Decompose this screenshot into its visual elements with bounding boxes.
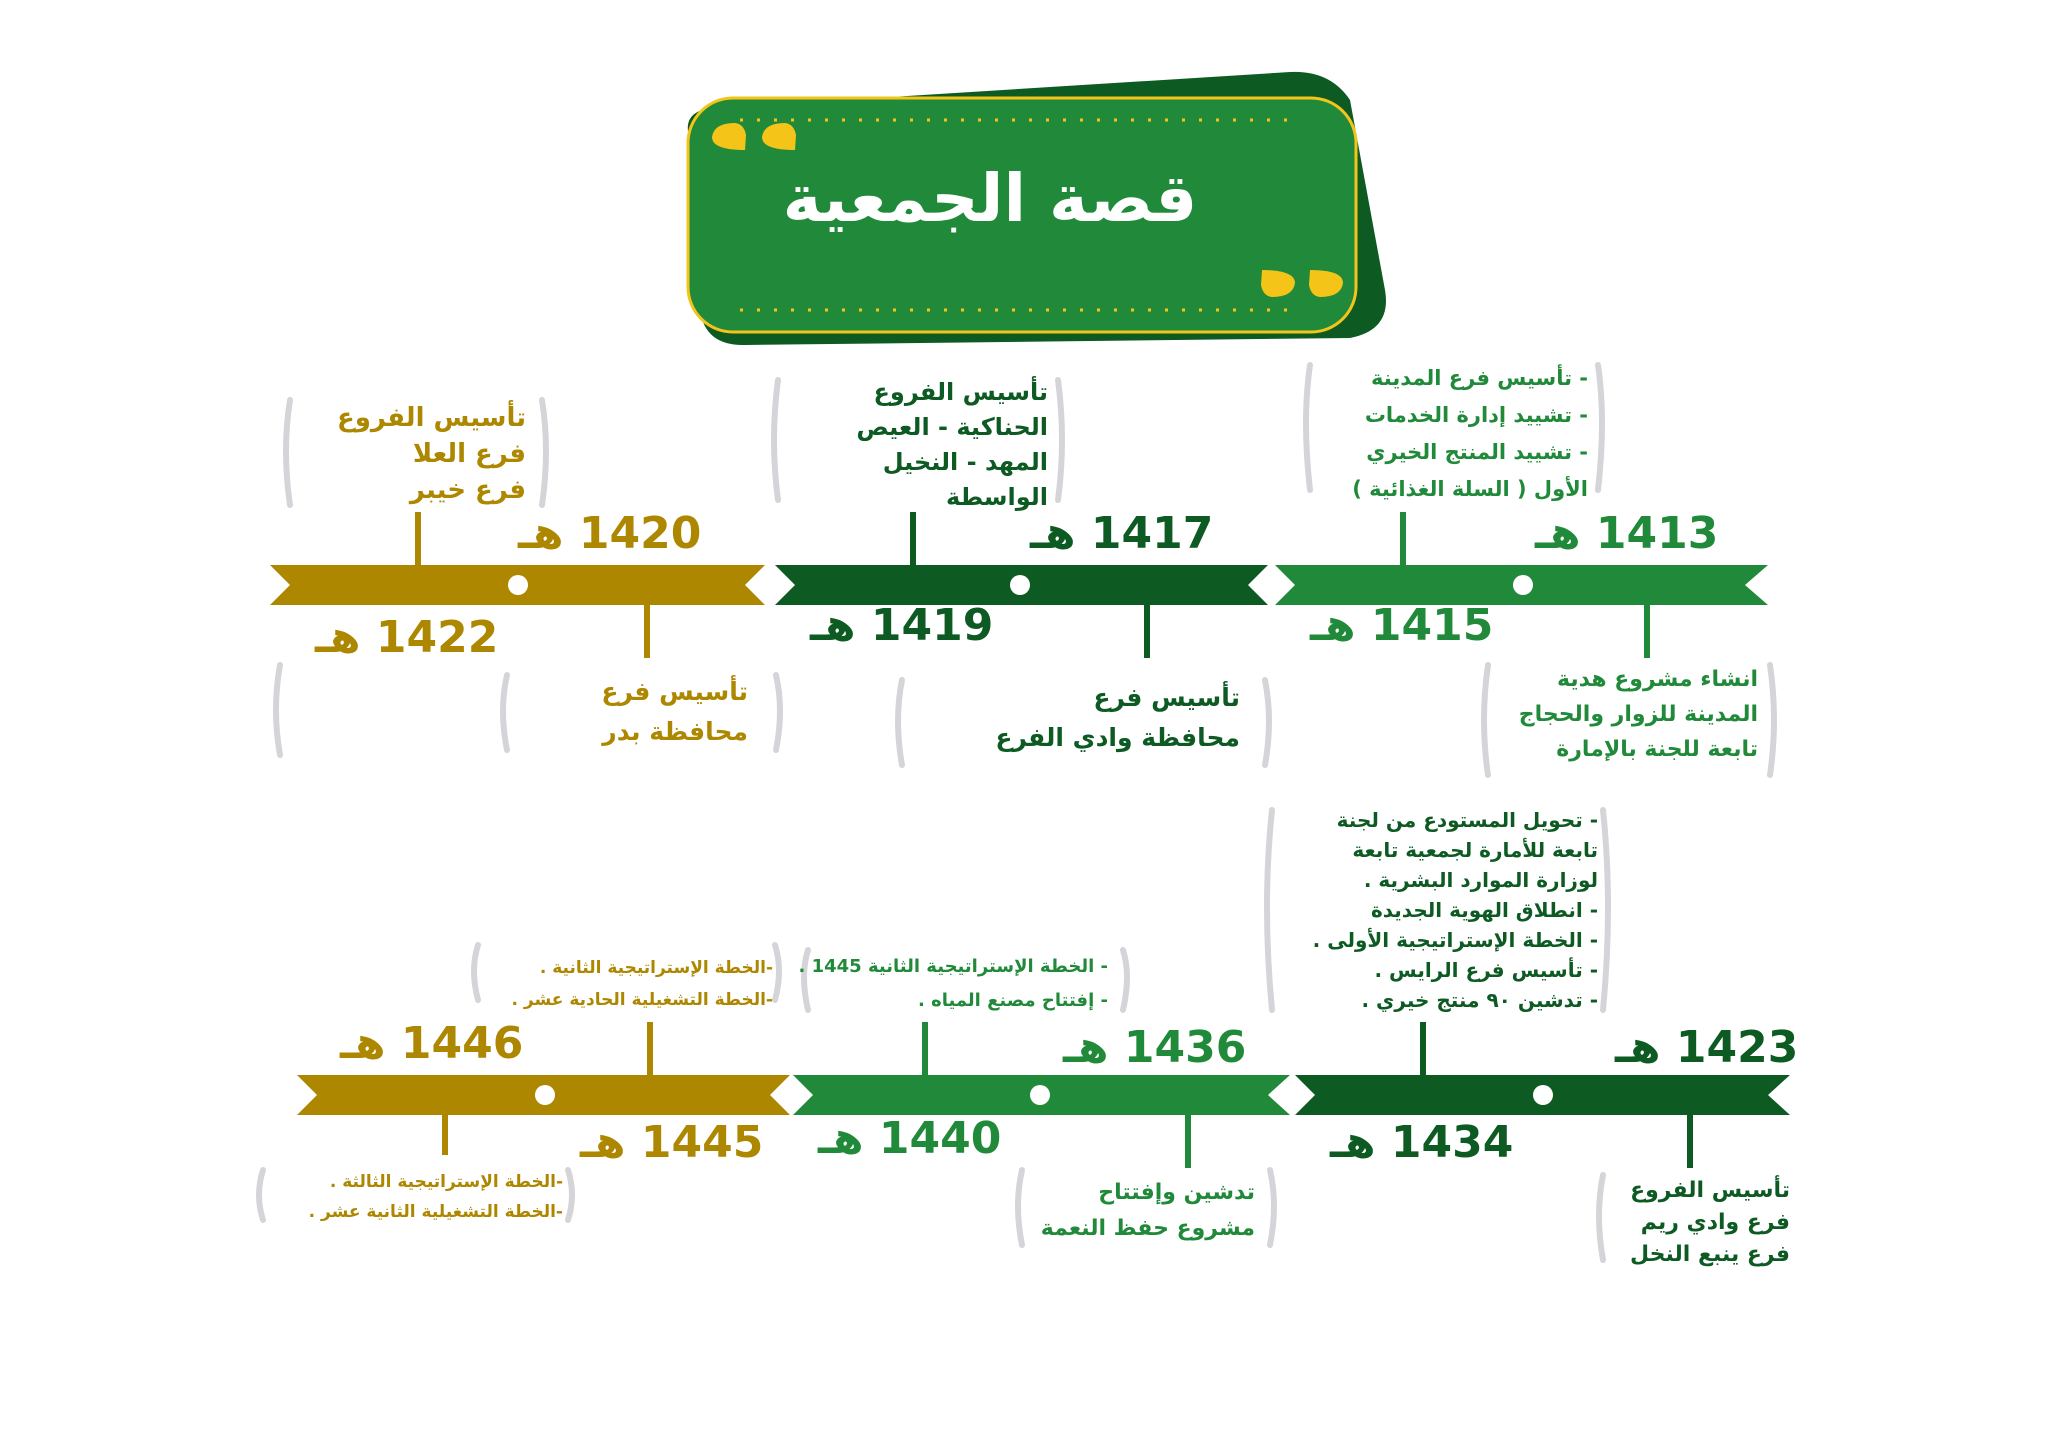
note-1419: تأسيس فرع محافظة وادي الفرع bbox=[995, 683, 1240, 752]
year-1419: 1419 هـ bbox=[810, 600, 994, 651]
year-1422: 1422 هـ bbox=[315, 612, 499, 663]
year-1420: 1420 هـ bbox=[518, 508, 702, 559]
note-1423: - تحويل المستودع من لجنة تابعة للأمارة لجمعية تابعة لوزارة الموارد البشرية . - انطلاق الهوية الجديدة - الخطة الإستراتيجية الأولى . - تأسيس فرع الرايس . - تدشين ٩٠ منتج خيري . bbox=[1312, 808, 1598, 1012]
year-1417: 1417 هـ bbox=[1030, 508, 1214, 559]
year-1436: 1436 هـ bbox=[1063, 1022, 1247, 1073]
year-1423: 1423 هـ bbox=[1615, 1022, 1799, 1073]
year-1415: 1415 هـ bbox=[1310, 600, 1494, 651]
note-1440: تدشين وإفتتاح مشروع حفظ النعمة bbox=[1040, 1180, 1255, 1241]
note-1434: تأسيس الفروع فرع وادي ريم فرع ينبع النخل bbox=[1630, 1178, 1790, 1267]
page-title: قصة الجمعية bbox=[782, 160, 1198, 237]
note-1413: - تأسيس فرع المدينة - تشييد إدارة الخدمات - تشييد المنتج الخيري الأول ( السلة الغذائية ) bbox=[1352, 366, 1588, 501]
note-1417: تأسيس الفروع الحناكية - العيص المهد - النخيل الواسطة bbox=[856, 378, 1048, 511]
note-1436: - الخطة الإستراتيجية الثانية 1445 . - إفتتاح مصنع المياه . bbox=[798, 956, 1108, 1011]
year-1413: 1413 هـ bbox=[1535, 508, 1719, 559]
note-1415: انشاء مشروع هدية المدينة للزوار والحجاج تابعة للجنة بالإمارة bbox=[1518, 667, 1758, 762]
year-1446: 1446 هـ bbox=[340, 1018, 524, 1069]
year-1440: 1440 هـ bbox=[818, 1113, 1002, 1164]
year-1445: 1445 هـ bbox=[580, 1117, 764, 1168]
note-1445: -الخطة الإستراتيجية الثالثة . -الخطة التشغيلية الثانية عشر . bbox=[308, 1172, 563, 1222]
note-1422: تأسيس فرع محافظة بدر bbox=[601, 677, 748, 746]
note-1420: تأسيس الفروع فرع العلا فرع خيبر bbox=[337, 403, 526, 505]
note-1446: -الخطة الإستراتيجية الثانية . -الخطة التشغيلية الحادية عشر . bbox=[511, 958, 773, 1010]
year-1434: 1434 هـ bbox=[1330, 1117, 1514, 1168]
